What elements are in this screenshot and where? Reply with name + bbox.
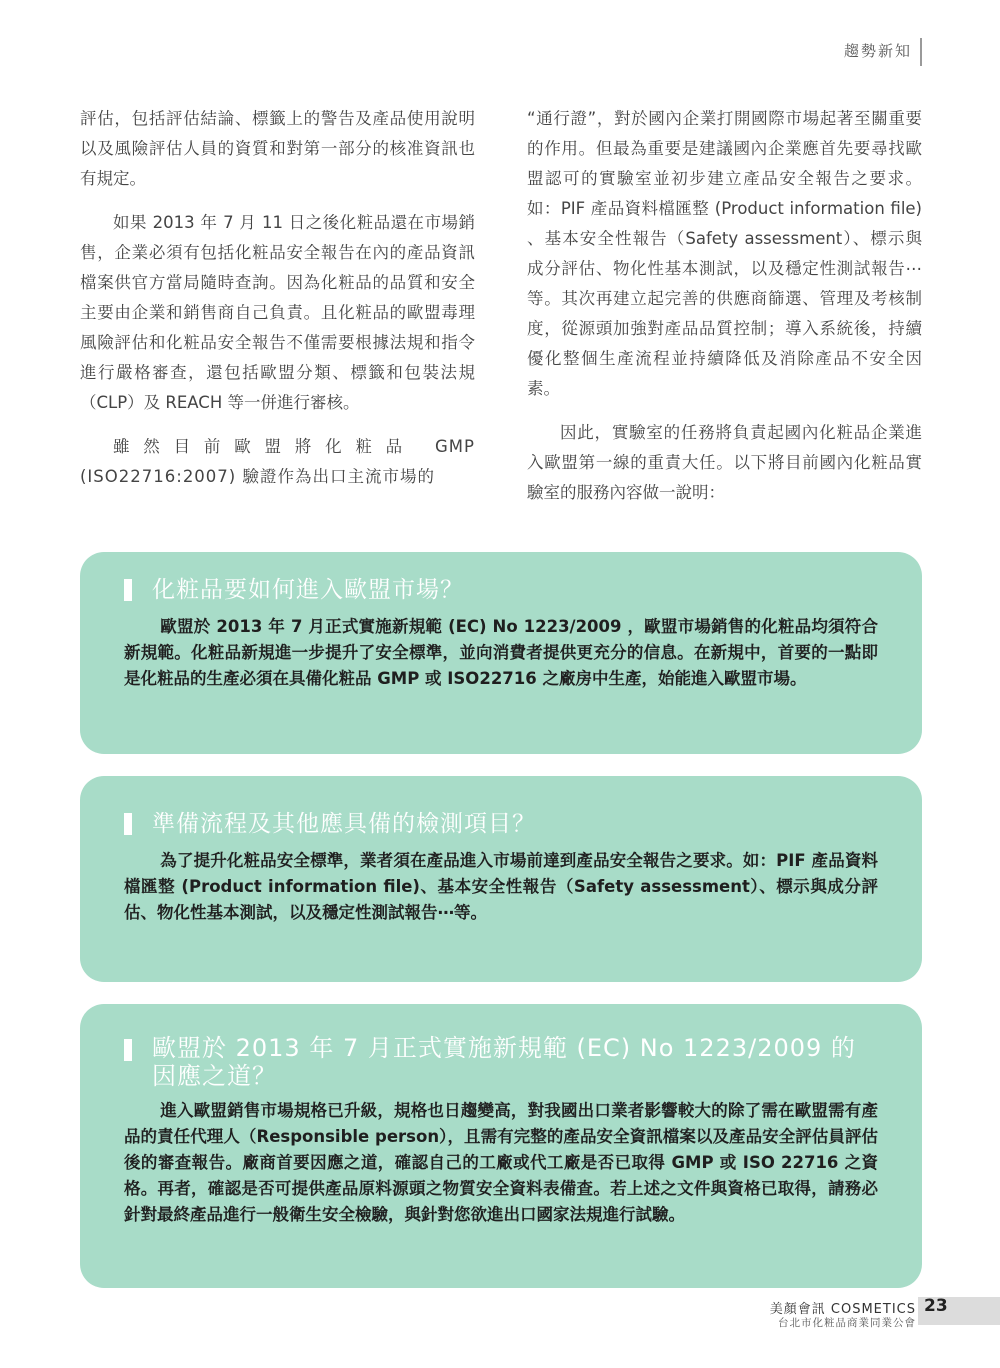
info-box-body-text: 歐盟於 2013 年 7 月正式實施新規範 (EC) No 1223/2009 ，歐盟市場銷售的化粧品均須符合新規範。化粧品新規進一步提升了安全標準，並向消費者提供更充分的信息。在新規中，首要的一點即是化粧品的生產必須在具備化粧品 GMP 或 ISO22716 之廠房中生產，始能進入歐盟市場。 xyxy=(124,617,878,688)
info-box-body xyxy=(124,848,878,926)
info-box-body xyxy=(124,1098,878,1228)
info-box-heading xyxy=(124,1034,878,1090)
right-paragraph-2: 因此，實驗室的任務將負責起國內化粧品企業進入歐盟第一線的重責大任。以下將目前國內化粧品實驗室的服務內容做一說明： xyxy=(527,423,922,502)
info-box-preparation xyxy=(80,776,922,982)
info-box-heading xyxy=(124,574,878,606)
left-paragraph-2: 如果 2013 年 7 月 11 日之後化粧品還在市場銷售，企業必須有包括化粧品安全報告在內的產品資訊檔案供官方當局隨時查詢。因為化粧品的品質和安全主要由企業和銷售商自己負責。且化粧品的歐盟毒理風險評估和化粧品安全報告不僅需要根據法規和指令進行嚴格審查，還包括歐盟分類、標籤和包裝法規（CLP）及 REACH 等一併進行審核。 xyxy=(80,213,475,412)
left-paragraph-1: 評估，包括評估結論、標籤上的警告及產品使用說明以及風險評估人員的資質和對第一部分的核准資訊也有規定。 xyxy=(80,109,475,188)
info-box-heading-text: 準備流程及其他應具備的檢測項目？ xyxy=(152,811,536,837)
right-paragraph-1: “通行證”，對於國內企業打開國際市場起著至關重要的作用。但最為重要是建議國內企業應首先要尋找歐盟認可的實驗室並初步建立產品安全報告之要求。如：PIF 產品資料檔匯整 (Product information file) 、基本安全性報告（Safety assessment）、標示與成分評估、物化性基本測試，以及穩定性測試報告⋯等。其次再建立起完善的供應商篩選、管理及考核制度，從源頭加強對產品品質控制；導入系統後，持續優化整個生產流程並持續降低及消除產品不安全因素。 xyxy=(527,109,922,398)
info-box-heading xyxy=(124,808,878,840)
heading-bar-icon xyxy=(124,579,132,601)
publisher-name: 台北市化粧品商業同業公會 xyxy=(778,1317,916,1329)
right-column xyxy=(527,104,922,522)
info-box-heading-text: 歐盟於 2013 年 7 月正式實施新規範 (EC) No 1223/2009 的因應之道？ xyxy=(152,1034,856,1090)
info-box-body xyxy=(124,614,878,692)
heading-bar-icon xyxy=(124,813,132,835)
info-box-body-text: 進入歐盟銷售市場規格已升級，規格也日趨變高，對我國出口業者影響較大的除了需在歐盟需有產品的責任代理人（Responsible person），且需有完整的產品安全資訊檔案以及產品安全評估員評估後的審查報告。廠商首要因應之道，確認自己的工廠或代工廠是否已取得 GMP 或 ISO 22716 之資格。再者，確認是否可提供產品原料源頭之物質安全資料表備查。若上述之文件與資格已取得，請務必針對最終產品進行一般衛生安全檢驗，與針對您欲進出口國家法規進行試驗。 xyxy=(124,1101,878,1224)
left-paragraph-3: 雖然目前歐盟將化粧品 GMP (ISO22716:2007) 驗證作為出口主流市場的 xyxy=(80,437,475,486)
heading-bar-icon xyxy=(124,1039,132,1061)
page-number: 23 xyxy=(924,1296,948,1316)
section-label: 趨勢新知 xyxy=(843,42,912,60)
info-box-eu-market xyxy=(80,552,922,754)
publication-title: 美顏會訊 COSMETICS xyxy=(769,1302,916,1317)
left-column xyxy=(80,104,475,506)
info-box-heading-text: 化粧品要如何進入歐盟市場？ xyxy=(152,577,464,603)
header-divider xyxy=(920,38,922,66)
info-box-response xyxy=(80,1004,922,1288)
info-box-body-text: 為了提升化粧品安全標準，業者須在產品進入市場前達到產品安全報告之要求。如：PIF 產品資料檔匯整 (Product information file)、基本安全性報告（Safety assessment）、標示與成分評估、物化性基本測試，以及穩定性測試報告⋯等。 xyxy=(124,851,878,922)
